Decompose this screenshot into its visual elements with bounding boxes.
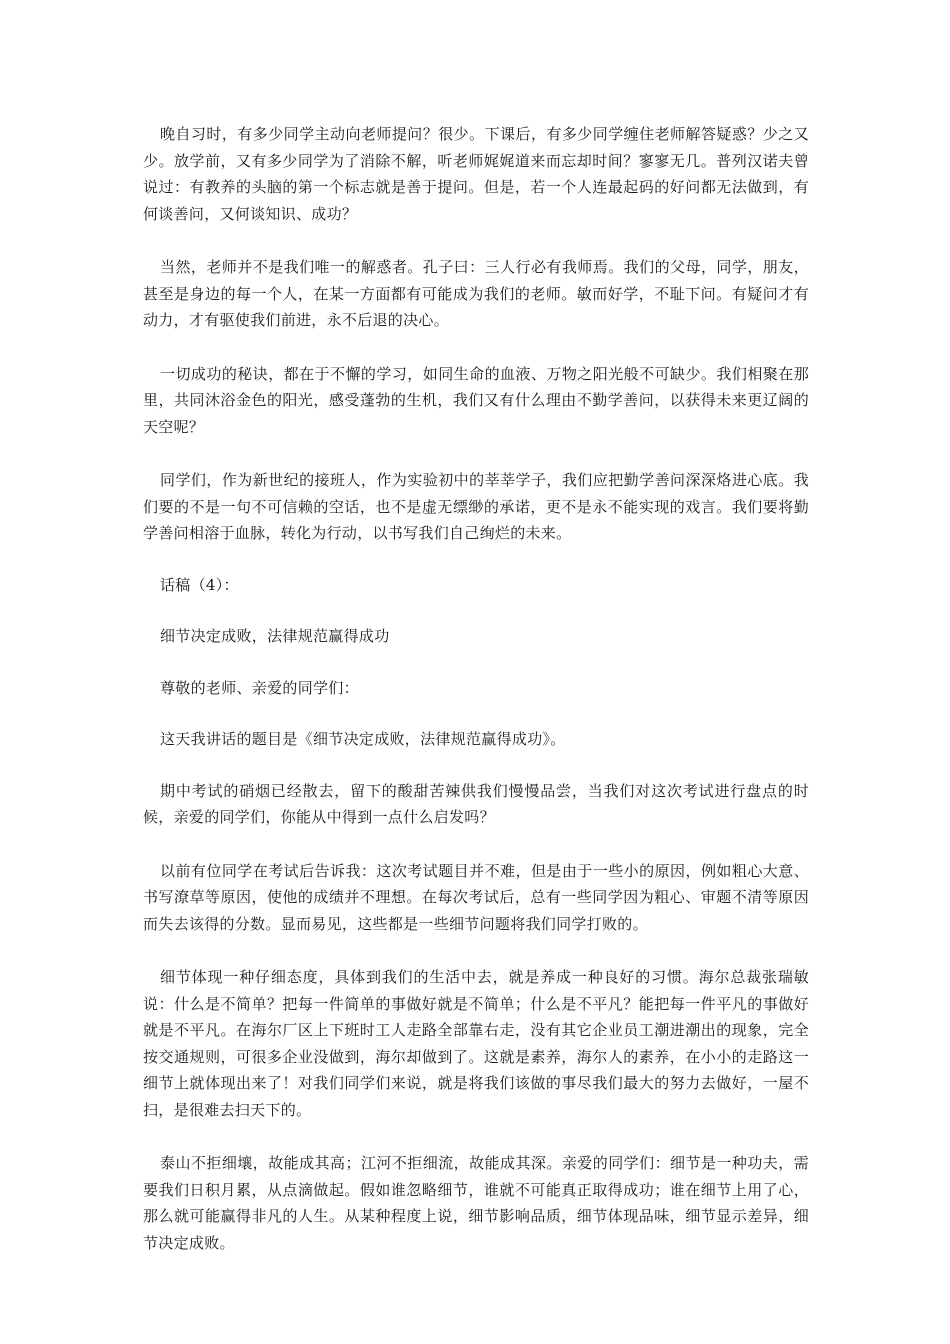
paragraph-7: 细节体现一种仔细态度，具体到我们的生活中去，就是养成一种良好的习惯。海尔总裁张瑞敏说：什么是不简单？把每一件简单的事做好就是不简单；什么是不平凡？能把每一件平凡的事做好就是不平凡。在海尔厂区上下班时工人走路全部靠右走，没有其它企业员工潮进潮出的现象，完全按交通规则，可很多企业没做到，海尔却做到了。这就是素养，海尔人的素养，在小小的走路这一细节上就体现出来了！对我们同学们来说，就是将我们该做的事尽我们最大的努力去做好，一屋不扫，是很难去扫天下的。 bbox=[143, 968, 809, 1119]
paragraph-1: 晚自习时，有多少同学主动向老师提问？很少。下课后，有多少同学缠住老师解答疑惑？少之又少。放学前，又有多少同学为了消除不解，听老师娓娓道来而忘却时间？寥寥无几。普列汉诺夫曾说过：有教养的头脑的第一个标志就是善于提问。但是，若一个人连最起码的好问都无法做到，有何谈善问，又何谈知识、成功？ bbox=[143, 125, 809, 223]
paragraph-3: 一切成功的秘诀，都在于不懈的学习，如同生命的血液、万物之阳光般不可缺少。我们相聚在那里，共同沐浴金色的阳光，感受蓬勃的生机，我们又有什么理由不勤学善问，以获得未来更辽阔的天空呢？ bbox=[143, 364, 809, 436]
speech-title: 细节决定成败，法律规范赢得成功 bbox=[160, 627, 390, 645]
paragraph-4: 同学们，作为新世纪的接班人，作为实验初中的莘莘学子，我们应把勤学善问深深烙进心底。我们要的不是一句不可信赖的空话，也不是虚无缥缈的承诺，更不是永不能实现的戏言。我们要将勤学善问相溶于血脉，转化为行动，以书写我们自己绚烂的未来。 bbox=[143, 471, 809, 542]
document-page bbox=[143, 121, 809, 1256]
speech-heading: 话稿（4）： bbox=[160, 575, 239, 594]
salutation: 尊敬的老师、亲爱的同学们： bbox=[160, 678, 359, 697]
paragraph-8: 泰山不拒细壤，故能成其高；江河不拒细流，故能成其深。亲爱的同学们：细节是一种功夫，需要我们日积月累，从点滴做起。假如谁忽略细节，谁就不可能真正取得成功；谁在细节上用了心，那么就可能赢得非凡的人生。从某种程度上说，细节影响品质，细节体现品味，细节显示差异，细节决定成败。 bbox=[143, 1154, 809, 1252]
paragraph-2: 当然，老师并不是我们唯一的解惑者。孔子曰：三人行必有我师焉。我们的父母，同学，朋友，甚至是身边的每一个人，在某一方面都有可能成为我们的老师。敏而好学，不耻下问。有疑问才有动力，才有驱使我们前进，永不后退的决心。 bbox=[143, 258, 809, 329]
paragraph-5: 期中考试的硝烟已经散去，留下的酸甜苦辣供我们慢慢品尝，当我们对这次考试进行盘点的时候，亲爱的同学们，你能从中得到一点什么启发吗？ bbox=[143, 781, 809, 826]
paragraph-6: 以前有位同学在考试后告诉我：这次考试题目并不难，但是由于一些小的原因，例如粗心大意、书写潦草等原因，使他的成绩并不理想。在每次考试后，总有一些同学因为粗心、审题不清等原因而失去该得的分数。显而易见，这些都是一些细节问题将我们同学打败的。 bbox=[143, 861, 809, 933]
paragraph-intro: 这天我讲话的题目是《细节决定成败，法律规范赢得成功》。 bbox=[160, 730, 566, 748]
